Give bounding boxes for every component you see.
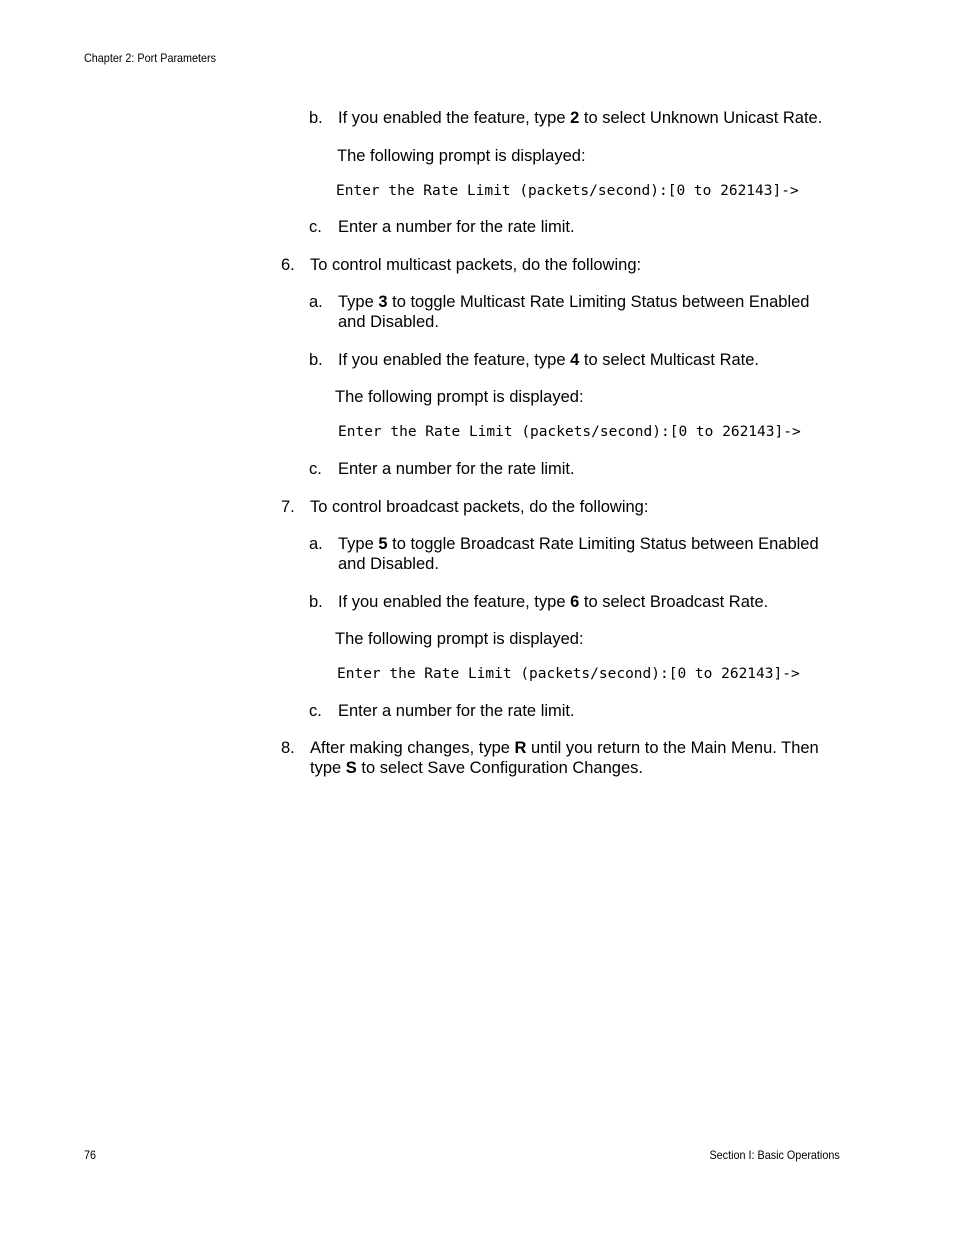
list-item-text: Enter a number for the rate limit. xyxy=(338,702,575,720)
page-number: 76 xyxy=(84,1148,97,1162)
prompt-note: The following prompt is displayed: xyxy=(337,147,586,165)
list-label: c. xyxy=(309,702,322,720)
running-header: Chapter 2: Port Parameters xyxy=(84,51,217,65)
list-item-text: Enter a number for the rate limit. xyxy=(338,460,575,478)
list-label: a. xyxy=(309,535,323,553)
list-label: a. xyxy=(309,293,323,311)
running-footer: Section I: Basic Operations xyxy=(709,1148,840,1162)
step-number: 8. xyxy=(281,739,295,757)
step-number: 7. xyxy=(281,498,295,516)
prompt-code: Enter the Rate Limit (packets/second):[0 to 262143]-> xyxy=(337,666,800,682)
list-label: b. xyxy=(309,593,323,611)
list-item-text: If you enabled the feature, type 4 to select Multicast Rate. xyxy=(338,351,760,369)
prompt-note: The following prompt is displayed: xyxy=(335,630,584,648)
prompt-code: Enter the Rate Limit (packets/second):[0 to 262143]-> xyxy=(338,424,801,440)
prompt-note: The following prompt is displayed: xyxy=(335,388,584,406)
list-item-text: If you enabled the feature, type 6 to select Broadcast Rate. xyxy=(338,593,769,611)
list-label: b. xyxy=(309,109,323,127)
list-label: c. xyxy=(309,218,322,236)
step-text: To control broadcast packets, do the following: xyxy=(310,498,649,516)
list-item-text: If you enabled the feature, type 2 to select Unknown Unicast Rate. xyxy=(338,109,823,127)
list-item-text: Type 5 to toggle Broadcast Rate Limiting Status between Enabled and Disabled. xyxy=(338,535,819,573)
list-item-text: Type 3 to toggle Multicast Rate Limiting Status between Enabled and Disabled. xyxy=(338,293,810,331)
list-label: b. xyxy=(309,351,323,369)
step-number: 6. xyxy=(281,256,295,274)
prompt-code: Enter the Rate Limit (packets/second):[0 to 262143]-> xyxy=(336,183,799,199)
list-item-text: Enter a number for the rate limit. xyxy=(338,218,575,236)
list-label: c. xyxy=(309,460,322,478)
step-text: After making changes, type R until you return to the Main Menu. Then type S to select Save Configuration Changes. xyxy=(310,739,819,777)
step-text: To control multicast packets, do the following: xyxy=(310,256,642,274)
